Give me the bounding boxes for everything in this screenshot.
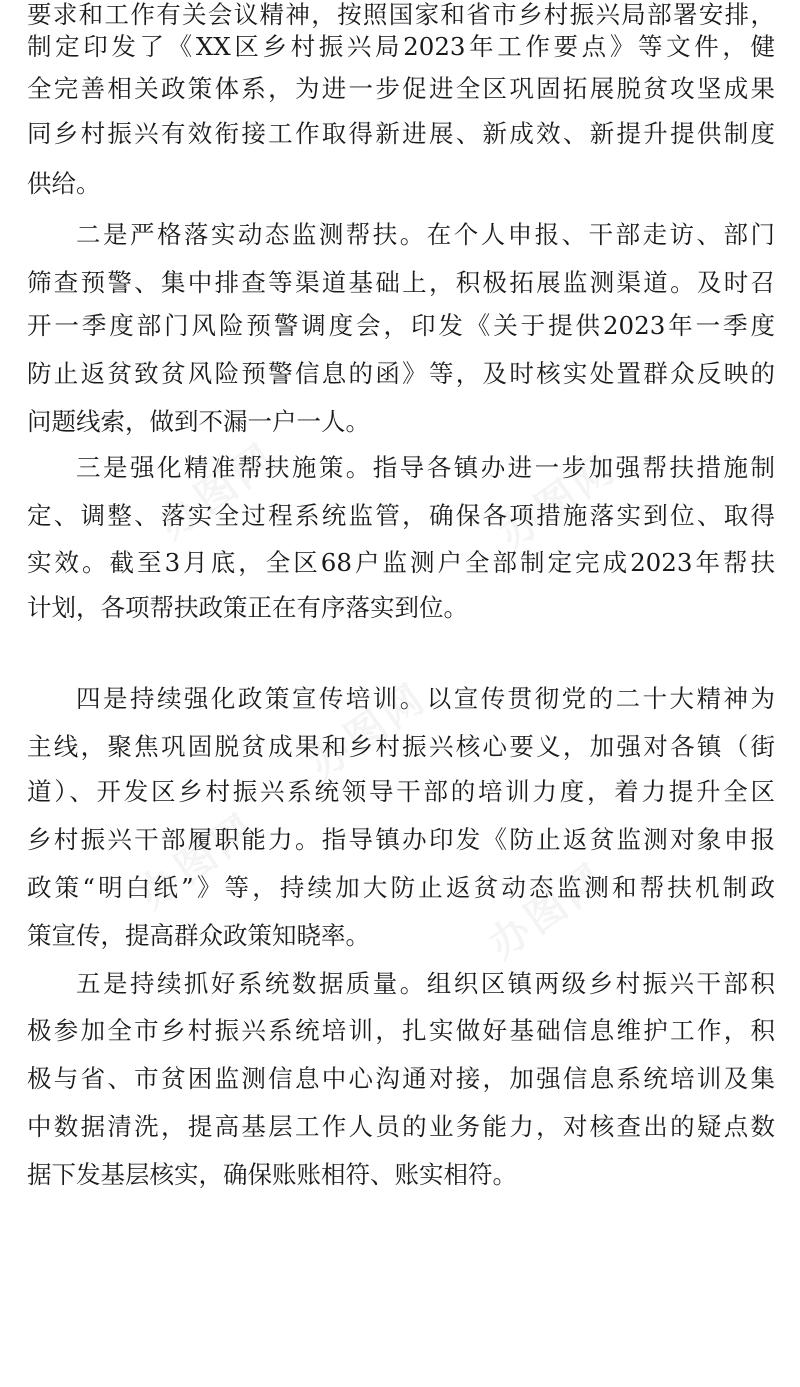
watermark: 办图网 [300, 674, 436, 789]
paragraph-line: 中数据清洗，提高基层工作人员的业务能力，对核查出的疑点数 [27, 1112, 775, 1141]
paragraph-line: 防止返贫致贫风险预警信息的函》等，及时核实处置群众反映的 [27, 359, 775, 388]
paragraph-line: 极参加全市乡村振兴系统培训，扎实做好基础信息维护工作，积 [27, 1016, 775, 1045]
watermark: 办图网 [480, 854, 616, 969]
paragraph-line: 二是严格落实动态监测帮扶。在个人申报、干部走访、部门 [76, 220, 775, 249]
paragraph-line: 同乡村振兴有效衔接工作取得新进展、新成效、新提升提供制度 [27, 119, 775, 148]
paragraph-line: 实效。截至3月底，全区68户监测户全部制定完成2023年帮扶 [27, 548, 775, 577]
watermark: 办图网 [130, 804, 266, 919]
paragraph-line: 三是强化精准帮扶施策。指导各镇办进一步加强帮扶措施制 [76, 453, 775, 482]
paragraph-line: 问题线索，做到不漏一户一人。 [27, 407, 370, 436]
paragraph-line: 据下发基层核实，确保账账相符、账实相符。 [27, 1160, 517, 1189]
paragraph-line: 筛查预警、集中排查等渠道基础上，积极拓展监测渠道。及时召 [27, 268, 775, 297]
paragraph-line: 极与省、市贫困监测信息中心沟通对接，加强信息系统培训及集 [27, 1064, 775, 1093]
paragraph-line: 主线，聚焦巩固脱贫成果和乡村振兴核心要义，加强对各镇（街 [27, 732, 775, 761]
paragraph-line: 定、调整、落实全过程系统监管，确保各项措施落实到位、取得 [27, 501, 775, 530]
paragraph-line: 四是持续强化政策宣传培训。以宣传贯彻党的二十大精神为 [76, 684, 775, 713]
paragraph-line: 道）、开发区乡村振兴系统领导干部的培训力度，着力提升全区 [27, 777, 775, 806]
paragraph-line: 全完善相关政策体系，为进一步促进全区巩固拓展脱贫攻坚成果 [27, 74, 775, 103]
paragraph-line: 策宣传，提高群众政策知晓率。 [27, 921, 370, 950]
watermark: 办图网 [150, 434, 286, 549]
paragraph-line: 乡村振兴干部履职能力。指导镇办印发《防止返贫监测对象申报 [27, 825, 775, 854]
paragraph-line: 政策“明白纸”》等，持续加大防止返贫动态监测和帮扶机制政 [27, 873, 775, 902]
paragraph-line: 开一季度部门风险预警调度会，印发《关于提供2023年一季度 [27, 311, 775, 340]
paragraph-line: 计划，各项帮扶政策正在有序落实到位。 [27, 593, 468, 622]
paragraph-line: 五是持续抓好系统数据质量。组织区镇两级乡村振兴干部积 [76, 969, 775, 998]
watermark: 办图网 [490, 444, 626, 559]
paragraph-line: 制定印发了《XX区乡村振兴局2023年工作要点》等文件，健 [27, 32, 775, 61]
paragraph-line: 要求和工作有关会议精神，按照国家和省市乡村振兴局部署安排， [27, 0, 775, 29]
paragraph-line: 供给。 [27, 169, 101, 198]
